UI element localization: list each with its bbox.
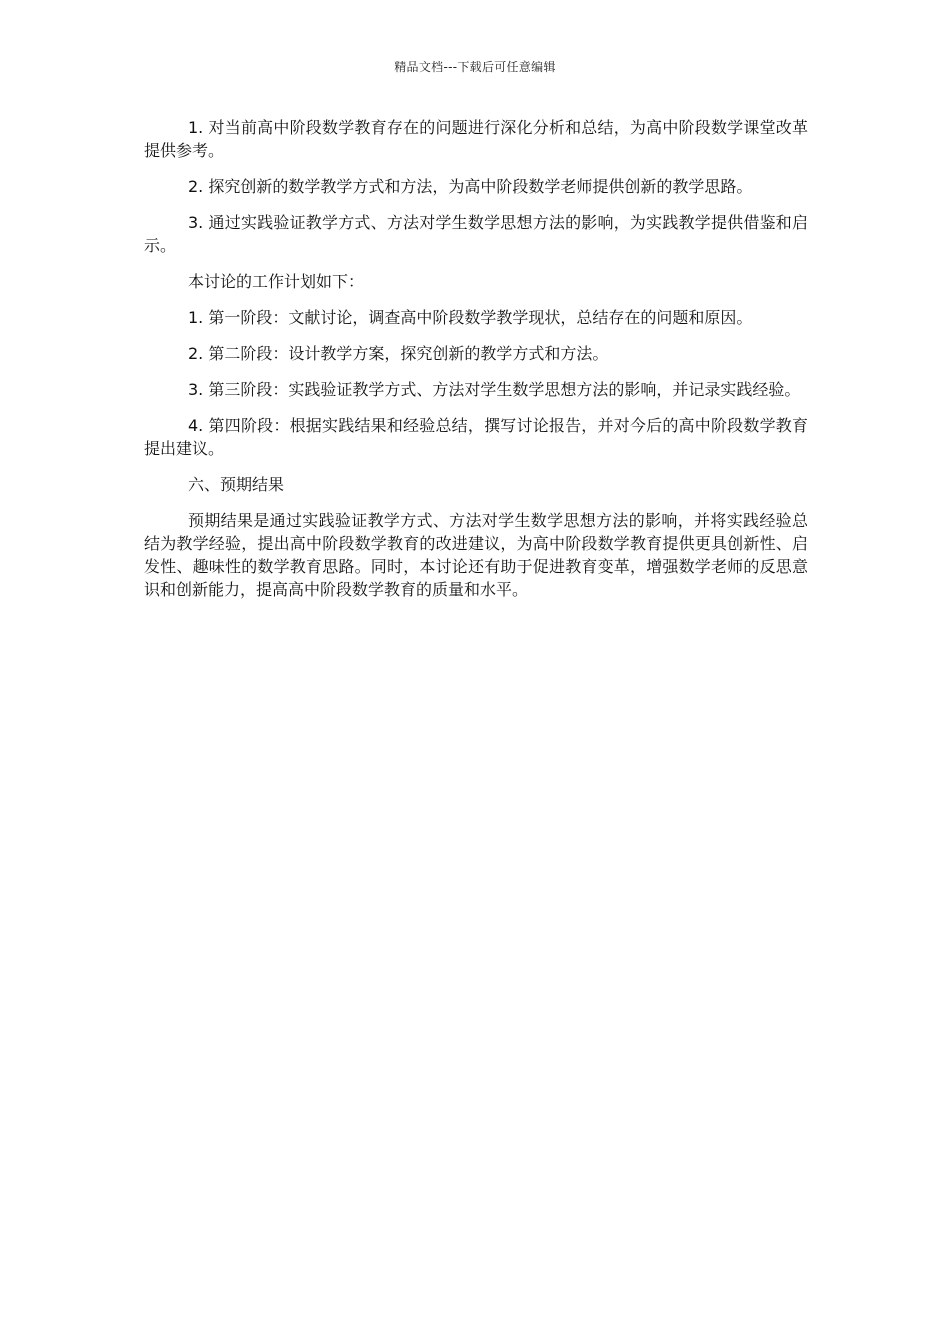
work-plan-intro: 本讨论的工作计划如下： [188, 272, 365, 291]
work-plan-stage-3: 3. 第三阶段：实践验证教学方式、方法对学生数学思想方法的影响，并记录实践经验。 [188, 380, 801, 399]
document-body [144, 116, 808, 614]
work-plan-stage-4: 4. 第四阶段：根据实践结果和经验总结，撰写讨论报告，并对今后的高中阶段数学教育提出建议。 [144, 416, 808, 458]
expected-results-paragraph: 预期结果是通过实践验证教学方式、方法对学生数学思想方法的影响，并将实践经验总结为教学经验，提出高中阶段数学教育的改进建议，为高中阶段数学教育提供更具创新性、启发性、趣味性的数学教育思路。同时，本讨论还有助于促进教育变革，增强数学老师的反思意识和创新能力，提高高中阶段数学教育的质量和水平。 [144, 511, 808, 599]
objective-item-3: 3. 通过实践验证教学方式、方法对学生数学思想方法的影响，为实践教学提供借鉴和启示。 [144, 213, 808, 255]
objective-item-1: 1. 对当前高中阶段数学教育存在的问题进行深化分析和总结，为高中阶段数学课堂改革提供参考。 [144, 118, 808, 160]
section-heading-expected-results: 六、预期结果 [188, 475, 285, 494]
work-plan-stage-2: 2. 第二阶段：设计教学方案，探究创新的教学方式和方法。 [188, 344, 609, 363]
work-plan-stage-1: 1. 第一阶段：文献讨论，调查高中阶段数学教学现状，总结存在的问题和原因。 [188, 308, 753, 327]
objective-item-2: 2. 探究创新的数学教学方式和方法，为高中阶段数学老师提供创新的教学思路。 [188, 177, 753, 196]
page-header: 精品文档---下载后可任意编辑 [394, 60, 556, 74]
